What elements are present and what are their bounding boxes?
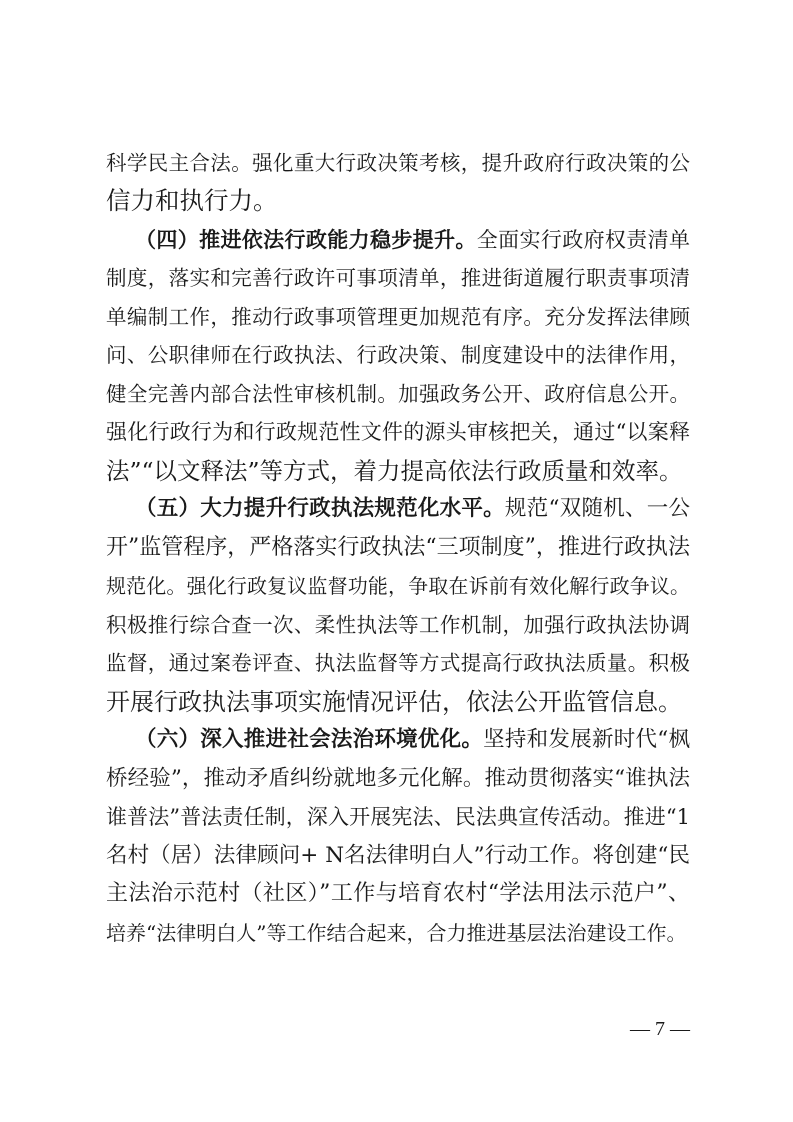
text-line: 主法治示范村（社区）”工作与培育农村“学法用法示范户”、 [106, 881, 690, 906]
section-5-heading: （五）大力提升行政执法规范化水平。 [135, 496, 505, 521]
page-number: — 7 — [630, 1018, 690, 1040]
section-4-heading: （四）推进依法行政能力稳步提升。 [135, 228, 477, 252]
text-line: 名村（居）法律顾问+ N名法律明白人”行动工作。将创建“民 [106, 843, 690, 868]
text-span: 全面实行政府权责清单 [476, 228, 691, 252]
text-line: 健全完善内部合法性审核机制。加强政务公开、政府信息公开。 [106, 382, 690, 406]
text-line: 开”监管程序，严格落实行政执法“三项制度”，推进行政执法 [106, 535, 690, 560]
text-line: 科学民主合法。强化重大行政决策考核，提升政府行政决策的公 [106, 151, 690, 175]
text-line: 制度，落实和完善行政许可事项清单，推进街道履行职责事项清 [106, 266, 690, 290]
text-line: 积极推行综合查一次、柔性执法等工作机制，加强行政执法协调 [106, 613, 690, 637]
section-5-first-line [135, 491, 690, 527]
text-line: 桥经验”，推动矛盾纠纷就地多元化解。推动贯彻落实“谁执法 [106, 766, 690, 791]
section-6-first-line [135, 722, 690, 758]
section-4-first-line [135, 222, 690, 258]
text-line: 培养“法律明白人”等工作结合起来，合力推进基层法治建设工作。 [106, 921, 687, 945]
text-line: 单编制工作，推动行政事项管理更加规范有序。充分发挥法律顾 [106, 305, 690, 329]
text-span: 坚持和发展新时代“枫 [483, 727, 690, 752]
section-6-heading: （六）深入推进社会法治环境优化。 [135, 727, 484, 752]
text-line: 法”“以文释法”等方式，着力提高依法行政质量和效率。 [106, 457, 683, 485]
text-span: 规范“双随机、一公 [504, 496, 690, 521]
text-line: 谁普法”普法责任制，深入开展宪法、民法典宣传活动。推进“1 [106, 805, 690, 829]
text-line: 信力和执行力。 [106, 186, 278, 215]
text-line: 监督，通过案卷评查、执法监督等方式提高行政执法质量。积极 [106, 651, 690, 675]
text-line: 开展行政执法事项实施情况评估，依法公开监管信息。 [106, 688, 682, 716]
text-line: 问、公职律师在行政执法、行政决策、制度建设中的法律作用， [106, 343, 690, 367]
text-line: 强化行政行为和行政规范性文件的源头审核把关，通过“以案释 [106, 420, 690, 444]
text-line: 规范化。强化行政复议监督功能，争取在诉前有效化解行政争议。 [106, 574, 690, 598]
